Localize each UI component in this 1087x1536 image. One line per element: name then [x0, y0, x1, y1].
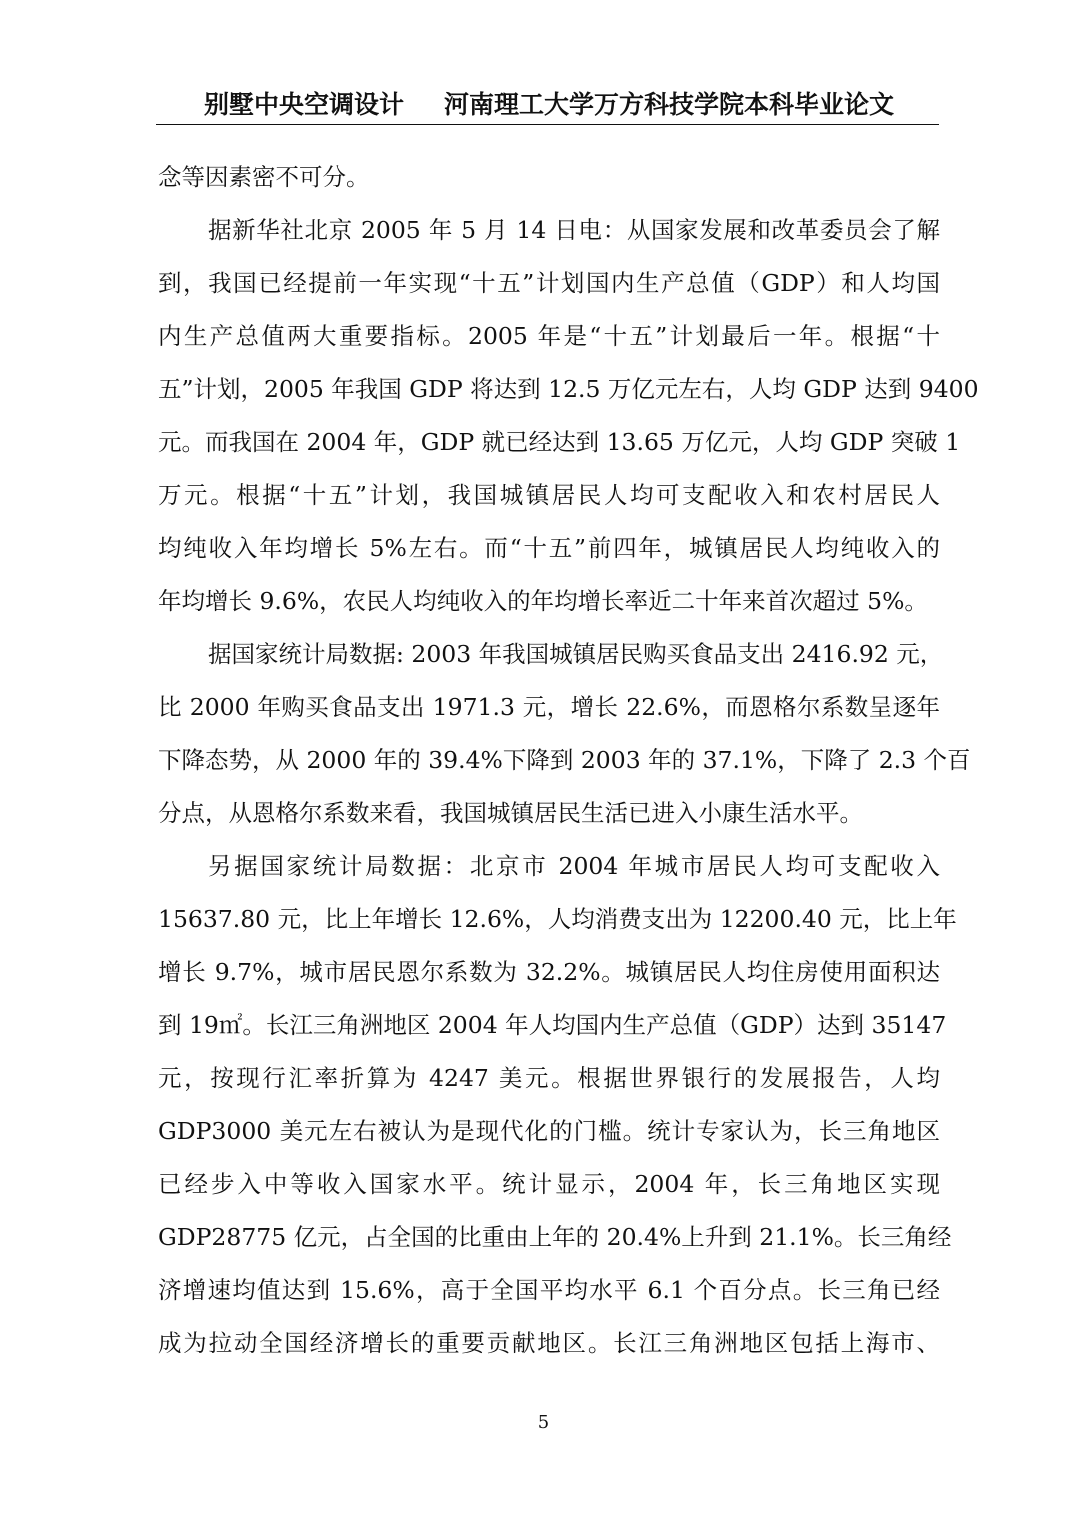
- text-line: 万元。根据“十五”计划，我国城镇居民人均可支配收入和农村居民人: [158, 481, 940, 509]
- text-line: 据国家统计局数据: 2003 年我国城镇居民购买食品支出 2416.92 元，: [208, 640, 944, 668]
- text-line: 成为拉动全国经济增长的重要贡献地区。长江三角洲地区包括上海市、: [158, 1329, 940, 1357]
- header-rule: [156, 124, 939, 125]
- text-line: 济增速均值达到 15.6%，高于全国平均水平 6.1 个百分点。长三角已经: [158, 1276, 940, 1304]
- header-thesis-topic: 别墅中央空调设计: [204, 90, 405, 119]
- text-line: 据新华社北京 2005 年 5 月 14 日电：从国家发展和改革委员会了解: [208, 216, 940, 244]
- text-line: 内生产总值两大重要指标。2005 年是“十五”计划最后一年。根据“十: [158, 322, 940, 350]
- page-number: 5: [537, 1412, 550, 1433]
- text-line: 下降态势，从 2000 年的 39.4%下降到 2003 年的 37.1%，下降了 2.3 个百: [158, 746, 971, 774]
- text-line: 到，我国已经提前一年实现“十五”计划国内生产总值（GDP）和人均国: [158, 269, 940, 297]
- running-header: [158, 86, 938, 124]
- text-line: 比 2000 年购买食品支出 1971.3 元，增长 22.6%，而恩格尔系数呈逐年: [158, 693, 940, 721]
- text-line: 均纯收入年均增长 5%左右。而“十五”前四年，城镇居民人均纯收入的: [158, 534, 940, 562]
- text-line: 分点，从恩格尔系数来看，我国城镇居民生活已进入小康生活水平。: [158, 799, 863, 827]
- text-line: 增长 9.7%，城市居民恩尔系数为 32.2%。城镇居民人均住房使用面积达: [158, 958, 940, 986]
- text-line: 到 19㎡。长江三角洲地区 2004 年人均国内生产总值（GDP）达到 35147: [158, 1011, 947, 1039]
- text-line: 年均增长 9.6%，农民人均纯收入的年均增长率近二十年来首次超过 5%。: [158, 587, 928, 615]
- text-line: 念等因素密不可分。: [158, 163, 370, 191]
- text-line: GDP3000 美元左右被认为是现代化的门槛。统计专家认为，长三角地区: [158, 1117, 940, 1145]
- text-line: 15637.80 元，比上年增长 12.6%，人均消费支出为 12200.40 元，比上年: [158, 905, 957, 933]
- text-line: 五”计划，2005 年我国 GDP 将达到 12.5 万亿元左右，人均 GDP 达到 9400: [158, 375, 979, 403]
- text-line: 元，按现行汇率折算为 4247 美元。根据世界银行的发展报告，人均: [158, 1064, 940, 1092]
- text-line: 元。而我国在 2004 年，GDP 就已经达到 13.65 万亿元，人均 GDP 突破 1: [158, 428, 961, 456]
- header-university-title: 河南理工大学万方科技学院本科毕业论文: [444, 90, 895, 119]
- text-line: 已经步入中等收入国家水平。统计显示，2004 年，长三角地区实现: [158, 1170, 940, 1198]
- text-line: 另据国家统计局数据：北京市 2004 年城市居民人均可支配收入: [208, 852, 940, 880]
- text-line: GDP28775 亿元，占全国的比重由上年的 20.4%上升到 21.1%。长三角经: [158, 1223, 952, 1251]
